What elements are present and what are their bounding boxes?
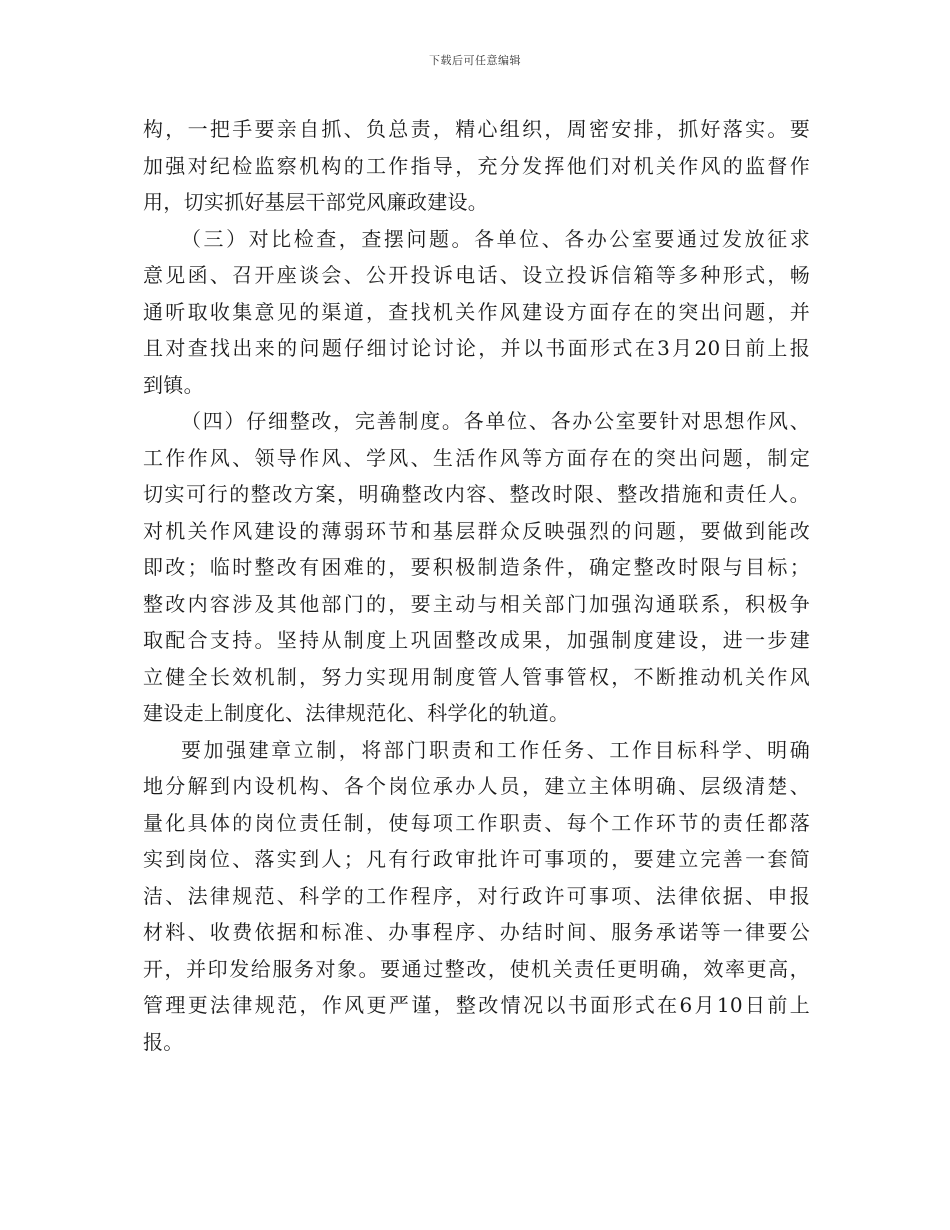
text-line: 意见函、召开座谈会、公开投诉电话、设立投诉信箱等多种形式，畅 — [143, 263, 810, 287]
text-line: （四）仔细整改，完善制度。各单位、各办公室要针对思想作风、 — [181, 409, 810, 433]
text-line: 对机关作风建设的薄弱环节和基层群众反映强烈的问题，要做到能改 — [143, 518, 810, 543]
text-line: 即改；临时整改有困难的，要积极制造条件，确定整改时限与目标； — [143, 555, 810, 579]
text-line: 量化具体的岗位责任制，使每项工作职责、每个工作环节的责任都落 — [143, 810, 810, 835]
text-line: 取配合支持。坚持从制度上巩固整改成果，加强制度建设，进一步建 — [143, 628, 810, 652]
text-line: 切实可行的整改方案，明确整改内容、整改时限、整改措施和责任人。 — [143, 482, 810, 506]
text-line: 开，并印发给服务对象。要通过整改，使机关责任更明确，效率更高， — [143, 956, 810, 981]
text-line: 且对查找出来的问题仔细讨论讨论，并以书面形式在3月20日前上报 — [143, 336, 810, 360]
text-line: 工作作风、领导作风、学风、生活作风等方面存在的突出问题，制定 — [143, 445, 810, 470]
text-line: （三）对比检查，查摆问题。各单位、各办公室要通过发放征求 — [181, 226, 810, 251]
text-line: 用，切实抓好基层干部党风廉政建设。 — [143, 190, 489, 214]
text-line: 加强对纪检监察机构的工作指导，充分发挥他们对机关作风的监督作 — [143, 153, 810, 178]
text-line: 报。 — [143, 1029, 184, 1054]
text-line: 构，一把手要亲自抓、负总责，精心组织，周密安排，抓好落实。要 — [143, 117, 810, 141]
text-line: 到镇。 — [143, 372, 204, 397]
text-line: 建设走上制度化、法律规范化、科学化的轨道。 — [143, 701, 570, 725]
text-line: 材料、收费依据和标准、办事程序、办结时间、服务承诺等一律要公 — [143, 920, 810, 944]
text-line: 立健全长效机制，努力实现用制度管人管事管权，不断推动机关作风 — [143, 664, 810, 689]
text-line: 实到岗位、落实到人；凡有行政审批许可事项的，要建立完善一套简 — [143, 847, 810, 871]
text-line: 管理更法律规范，作风更严谨，整改情况以书面形式在6月10日前上 — [143, 993, 810, 1017]
document-body — [143, 111, 810, 1060]
text-line: 要加强建章立制，将部门职责和工作任务、工作目标科学、明确 — [181, 737, 810, 762]
text-line: 洁、法律规范、科学的工作程序，对行政许可事项、法律依据、申报 — [143, 883, 810, 908]
text-line: 通听取收集意见的渠道，查找机关作风建设方面存在的突出问题，并 — [143, 299, 810, 324]
text-line: 地分解到内设机构、各个岗位承办人员，建立主体明确、层级清楚、 — [143, 774, 810, 798]
text-line: 整改内容涉及其他部门的，要主动与相关部门加强沟通联系，积极争 — [143, 591, 810, 616]
page-header: 下载后可任意编辑 — [429, 54, 521, 67]
